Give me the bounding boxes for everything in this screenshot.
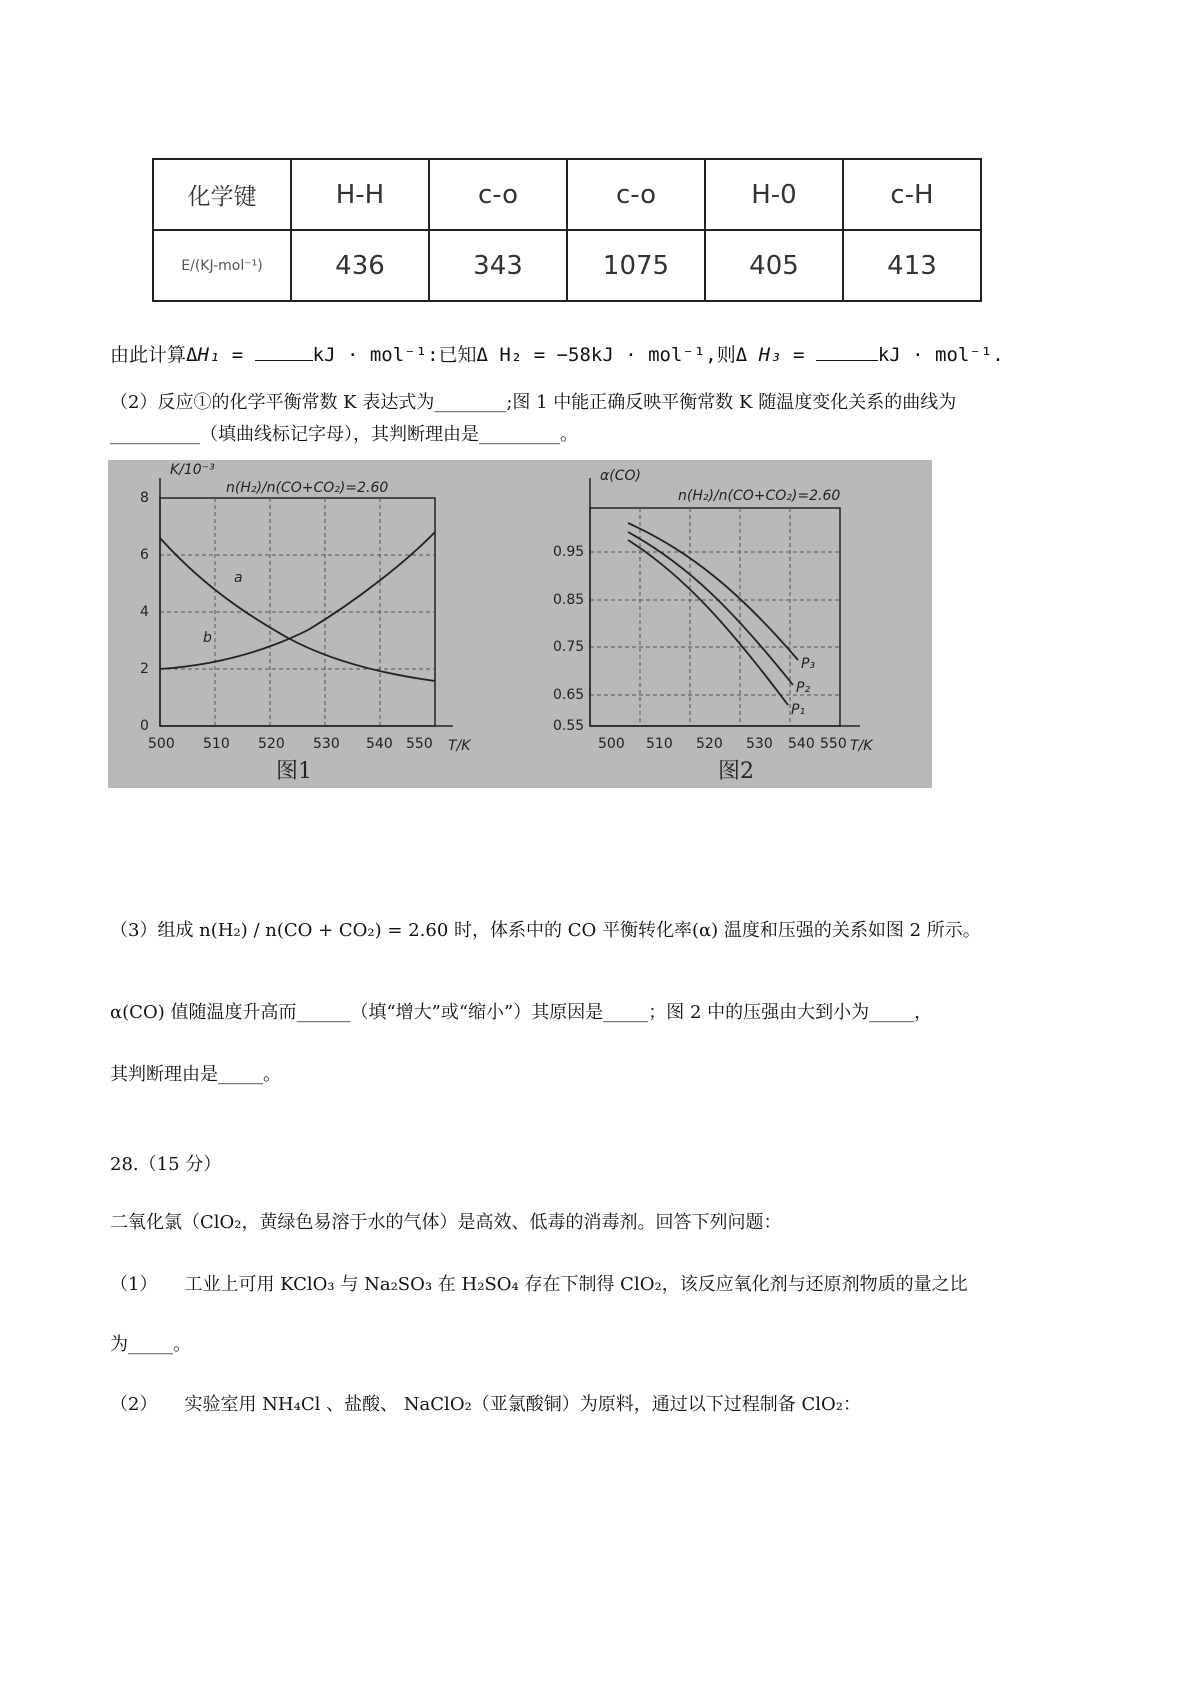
enthalpy-text: 由此计算Δ [110,344,198,366]
value-cell: 1075 [567,230,705,301]
fig1-xtick: 550 [406,736,433,752]
fig1-curve-label-a: a [234,570,243,586]
enthalpy-text: = [781,344,816,366]
question-2-line-b: __________（填曲线标记字母），其判断理由是_________。 [110,424,578,445]
fig2-curve-p3 [628,523,798,660]
fig1-xlabel: T/K [448,738,471,754]
unit-text: kJ · mol⁻¹. [877,344,1004,366]
fig2-ytick: 0.85 [553,592,585,608]
fig1-ytick: 8 [140,490,149,506]
bond-cell: H-H [291,159,429,230]
fig1-xtick: 540 [366,736,393,752]
delta-h1: H₁ [197,344,221,366]
question-28-part2: （2） 实验室用 NH₄Cl 、盐酸、 NaClO₂（亚氯酸铜）为原料，通过以下过程制备 ClO₂： [110,1394,862,1415]
fig2-ylabel: α(CO) [600,468,641,484]
question-28-part1-a: （1） 工业上可用 KClO₃ 与 Na₂SO₃ 在 H₂SO₄ 存在下制得 ClO₂，该反应氧化剂与还原剂物质的量之比 [110,1274,968,1295]
fig2-curve-label-p1: P₁ [791,702,806,718]
fig2-xtick: 530 [746,736,773,752]
table-unit-label: E/(KJ-mol⁻¹) [153,230,291,301]
fig2-xtick: 510 [646,736,673,752]
fig1-xtick: 500 [148,736,175,752]
answer-blank [816,346,878,361]
bond-cell: c-H [843,159,981,230]
fig1-grid [160,498,435,726]
fig2-ytick: 0.75 [553,639,585,655]
fig1-ytick: 4 [140,604,149,620]
fig1-curve-a [160,538,435,681]
fig1-ylabel: K/10⁻³ [170,462,215,478]
answer-blank [255,346,313,361]
fig2-curve-label-p2: P₂ [796,680,811,696]
fig2-xtick: 520 [696,736,723,752]
fig2-annotation: n(H₂)/n(CO+CO₂)=2.60 [678,488,841,504]
fig1-xtick: 530 [313,736,340,752]
figure-panel [108,460,932,788]
table-header-label: 化学键 [153,159,291,230]
fig2-ytick: 0.95 [553,544,585,560]
fig2-ytick: 0.65 [553,687,585,703]
value-cell: 405 [705,230,843,301]
question-28-part1-b: 为_____。 [110,1334,191,1355]
fig1-ytick: 0 [140,718,149,734]
question-3-line-a: （3）组成 n(H₂) / n(CO + CO₂) = 2.60 时，体系中的 CO 平衡转化率(α) 温度和压强的关系如图 2 所示。 [110,920,981,941]
fig2-xlabel: T/K [850,738,873,754]
value-cell: 413 [843,230,981,301]
fig1-curve-label-b: b [203,630,212,646]
bond-cell: c-o [567,159,705,230]
figure-1 [140,462,472,784]
bond-energy-table [152,158,982,302]
bond-cell: H-0 [705,159,843,230]
fig2-xtick: 540 [788,736,815,752]
value-cell: 343 [429,230,567,301]
fig1-curve-b [160,532,435,669]
enthalpy-line [110,340,1004,367]
fig2-xtick: 500 [598,736,625,752]
fig2-curve-label-p3: P₃ [801,656,816,672]
question-28-heading: 28.（15 分） [110,1154,222,1175]
fig1-xtick: 520 [258,736,285,752]
fig2-xtick: 550 [820,736,847,752]
figure-svg [108,460,932,788]
table-row [153,159,981,230]
enthalpy-text: :已知Δ H₂ = −58kJ · mol⁻¹,则Δ [427,344,759,366]
table-row [153,230,981,301]
question-28-intro: 二氧化氯（ClO₂，黄绿色易溶于水的气体）是高效、低毒的消毒剂。回答下列问题： [110,1212,782,1233]
enthalpy-text: = [220,344,255,366]
figure-2 [553,468,874,784]
delta-h3: H₃ [758,344,782,366]
fig1-annotation: n(H₂)/n(CO+CO₂)=2.60 [226,480,389,496]
fig2-caption: 图2 [718,759,754,784]
fig1-caption: 图1 [276,759,312,784]
bond-cell: c-o [429,159,567,230]
fig1-xtick: 510 [203,736,230,752]
question-2-line-a: （2）反应①的化学平衡常数 K 表达式为________;图 1 中能正确反映平衡常数 K 随温度变化关系的曲线为 [110,392,957,413]
value-cell: 436 [291,230,429,301]
question-3-line-c: 其判断理由是_____。 [110,1064,281,1085]
fig2-ytick: 0.55 [553,718,585,734]
fig2-curve-p2 [628,532,793,685]
fig1-ytick: 6 [140,547,149,563]
unit-text: kJ · mol⁻¹ [312,344,428,366]
fig1-ytick: 2 [140,661,149,677]
question-3-line-b: α(CO) 值随温度升高而______（填“增大”或“缩小”）其原因是_____；图 2 中的压强由大到小为_____， [110,1002,933,1023]
